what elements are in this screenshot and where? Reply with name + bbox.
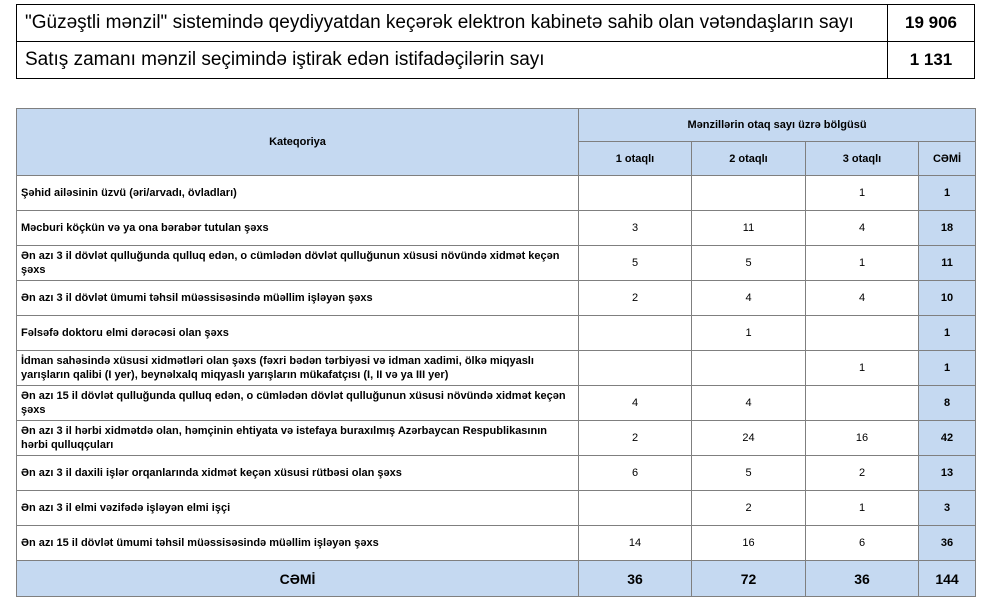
table-row bbox=[17, 386, 976, 421]
total-2-room: 72 bbox=[692, 561, 806, 597]
table-row bbox=[17, 246, 976, 281]
summary-label: Satış zamanı mənzil seçimində iştirak edən istifadəçilərin sayı bbox=[17, 42, 888, 79]
three-room-cell bbox=[806, 316, 919, 351]
one-room-cell bbox=[579, 491, 692, 526]
header-1-room: 1 otaqlı bbox=[579, 142, 692, 176]
category-cell: Ən azı 15 il dövlət qulluğunda qulluq edən, o cümlədən dövlət qulluğunun xüsusi növündə xidmət keçən şəxs bbox=[17, 386, 579, 421]
table-row bbox=[17, 421, 976, 456]
three-room-cell: 6 bbox=[806, 526, 919, 561]
two-room-cell: 5 bbox=[692, 456, 806, 491]
row-total-cell: 11 bbox=[919, 246, 976, 281]
summary-value: 1 131 bbox=[888, 42, 975, 79]
three-room-cell: 4 bbox=[806, 281, 919, 316]
one-room-cell: 2 bbox=[579, 281, 692, 316]
total-row bbox=[17, 561, 976, 597]
two-room-cell bbox=[692, 351, 806, 386]
table-row bbox=[17, 281, 976, 316]
category-cell: Ən azı 3 il elmi vəzifədə işləyən elmi işçi bbox=[17, 491, 579, 526]
header-3-room: 3 otaqlı bbox=[806, 142, 919, 176]
category-cell: Ən azı 15 il dövlət ümumi təhsil müəssisəsində müəllim işləyən şəxs bbox=[17, 526, 579, 561]
summary-row bbox=[17, 42, 975, 79]
table-row bbox=[17, 526, 976, 561]
row-total-cell: 13 bbox=[919, 456, 976, 491]
total-3-room: 36 bbox=[806, 561, 919, 597]
two-room-cell: 4 bbox=[692, 386, 806, 421]
table-row bbox=[17, 176, 976, 211]
header-row bbox=[17, 109, 976, 142]
three-room-cell: 4 bbox=[806, 211, 919, 246]
total-label: CƏMİ bbox=[17, 561, 579, 597]
header-total: CƏMİ bbox=[919, 142, 976, 176]
two-room-cell: 5 bbox=[692, 246, 806, 281]
one-room-cell: 14 bbox=[579, 526, 692, 561]
summary-table bbox=[16, 4, 975, 79]
two-room-cell: 11 bbox=[692, 211, 806, 246]
three-room-cell bbox=[806, 386, 919, 421]
grand-total: 144 bbox=[919, 561, 976, 597]
category-cell: Şəhid ailəsinin üzvü (əri/arvadı, övladları) bbox=[17, 176, 579, 211]
three-room-cell: 1 bbox=[806, 176, 919, 211]
three-room-cell: 1 bbox=[806, 351, 919, 386]
table-row bbox=[17, 316, 976, 351]
one-room-cell bbox=[579, 316, 692, 351]
table-row bbox=[17, 456, 976, 491]
category-cell: Ən azı 3 il hərbi xidmətdə olan, həmçinin ehtiyata və istefaya buraxılmış Azərbaycan Respublikasının hərbi qulluqçuları bbox=[17, 421, 579, 456]
table-row bbox=[17, 211, 976, 246]
row-total-cell: 1 bbox=[919, 351, 976, 386]
header-group: Mənzillərin otaq sayı üzrə bölgüsü bbox=[579, 109, 976, 142]
three-room-cell: 1 bbox=[806, 491, 919, 526]
one-room-cell: 5 bbox=[579, 246, 692, 281]
row-total-cell: 8 bbox=[919, 386, 976, 421]
two-room-cell bbox=[692, 176, 806, 211]
one-room-cell: 6 bbox=[579, 456, 692, 491]
summary-row bbox=[17, 5, 975, 42]
header-2-room: 2 otaqlı bbox=[692, 142, 806, 176]
row-total-cell: 36 bbox=[919, 526, 976, 561]
row-total-cell: 3 bbox=[919, 491, 976, 526]
one-room-cell bbox=[579, 176, 692, 211]
row-total-cell: 42 bbox=[919, 421, 976, 456]
one-room-cell bbox=[579, 351, 692, 386]
three-room-cell: 2 bbox=[806, 456, 919, 491]
summary-label: "Güzəştli mənzil" sistemində qeydiyyatdan keçərək elektron kabinetə sahib olan vətəndaşların sayı bbox=[17, 5, 888, 42]
one-room-cell: 4 bbox=[579, 386, 692, 421]
total-1-room: 36 bbox=[579, 561, 692, 597]
two-room-cell: 4 bbox=[692, 281, 806, 316]
row-total-cell: 18 bbox=[919, 211, 976, 246]
category-cell: Ən azı 3 il dövlət ümumi təhsil müəssisəsində müəllim işləyən şəxs bbox=[17, 281, 579, 316]
category-cell: Məcburi köçkün və ya ona bərabər tutulan şəxs bbox=[17, 211, 579, 246]
row-total-cell: 1 bbox=[919, 176, 976, 211]
table-row bbox=[17, 491, 976, 526]
allocation-table bbox=[16, 108, 976, 597]
three-room-cell: 1 bbox=[806, 246, 919, 281]
two-room-cell: 1 bbox=[692, 316, 806, 351]
two-room-cell: 16 bbox=[692, 526, 806, 561]
table-row bbox=[17, 351, 976, 386]
category-cell: Fəlsəfə doktoru elmi dərəcəsi olan şəxs bbox=[17, 316, 579, 351]
category-cell: Ən azı 3 il daxili işlər orqanlarında xidmət keçən xüsusi rütbəsi olan şəxs bbox=[17, 456, 579, 491]
one-room-cell: 2 bbox=[579, 421, 692, 456]
one-room-cell: 3 bbox=[579, 211, 692, 246]
row-total-cell: 1 bbox=[919, 316, 976, 351]
two-room-cell: 24 bbox=[692, 421, 806, 456]
header-category: Kateqoriya bbox=[17, 109, 579, 176]
row-total-cell: 10 bbox=[919, 281, 976, 316]
category-cell: Ən azı 3 il dövlət qulluğunda qulluq edən, o cümlədən dövlət qulluğunun xüsusi növündə xidmət keçən şəxs bbox=[17, 246, 579, 281]
three-room-cell: 16 bbox=[806, 421, 919, 456]
two-room-cell: 2 bbox=[692, 491, 806, 526]
summary-value: 19 906 bbox=[888, 5, 975, 42]
category-cell: İdman sahəsində xüsusi xidmətləri olan şəxs (fəxri bədən tərbiyəsi və idman xadimi, ölkə miqyaslı yarışların qalibi (I yer), beynəlxalq miqyaslı yarışların mükafatçısı (I, II və ya III yer) bbox=[17, 351, 579, 386]
